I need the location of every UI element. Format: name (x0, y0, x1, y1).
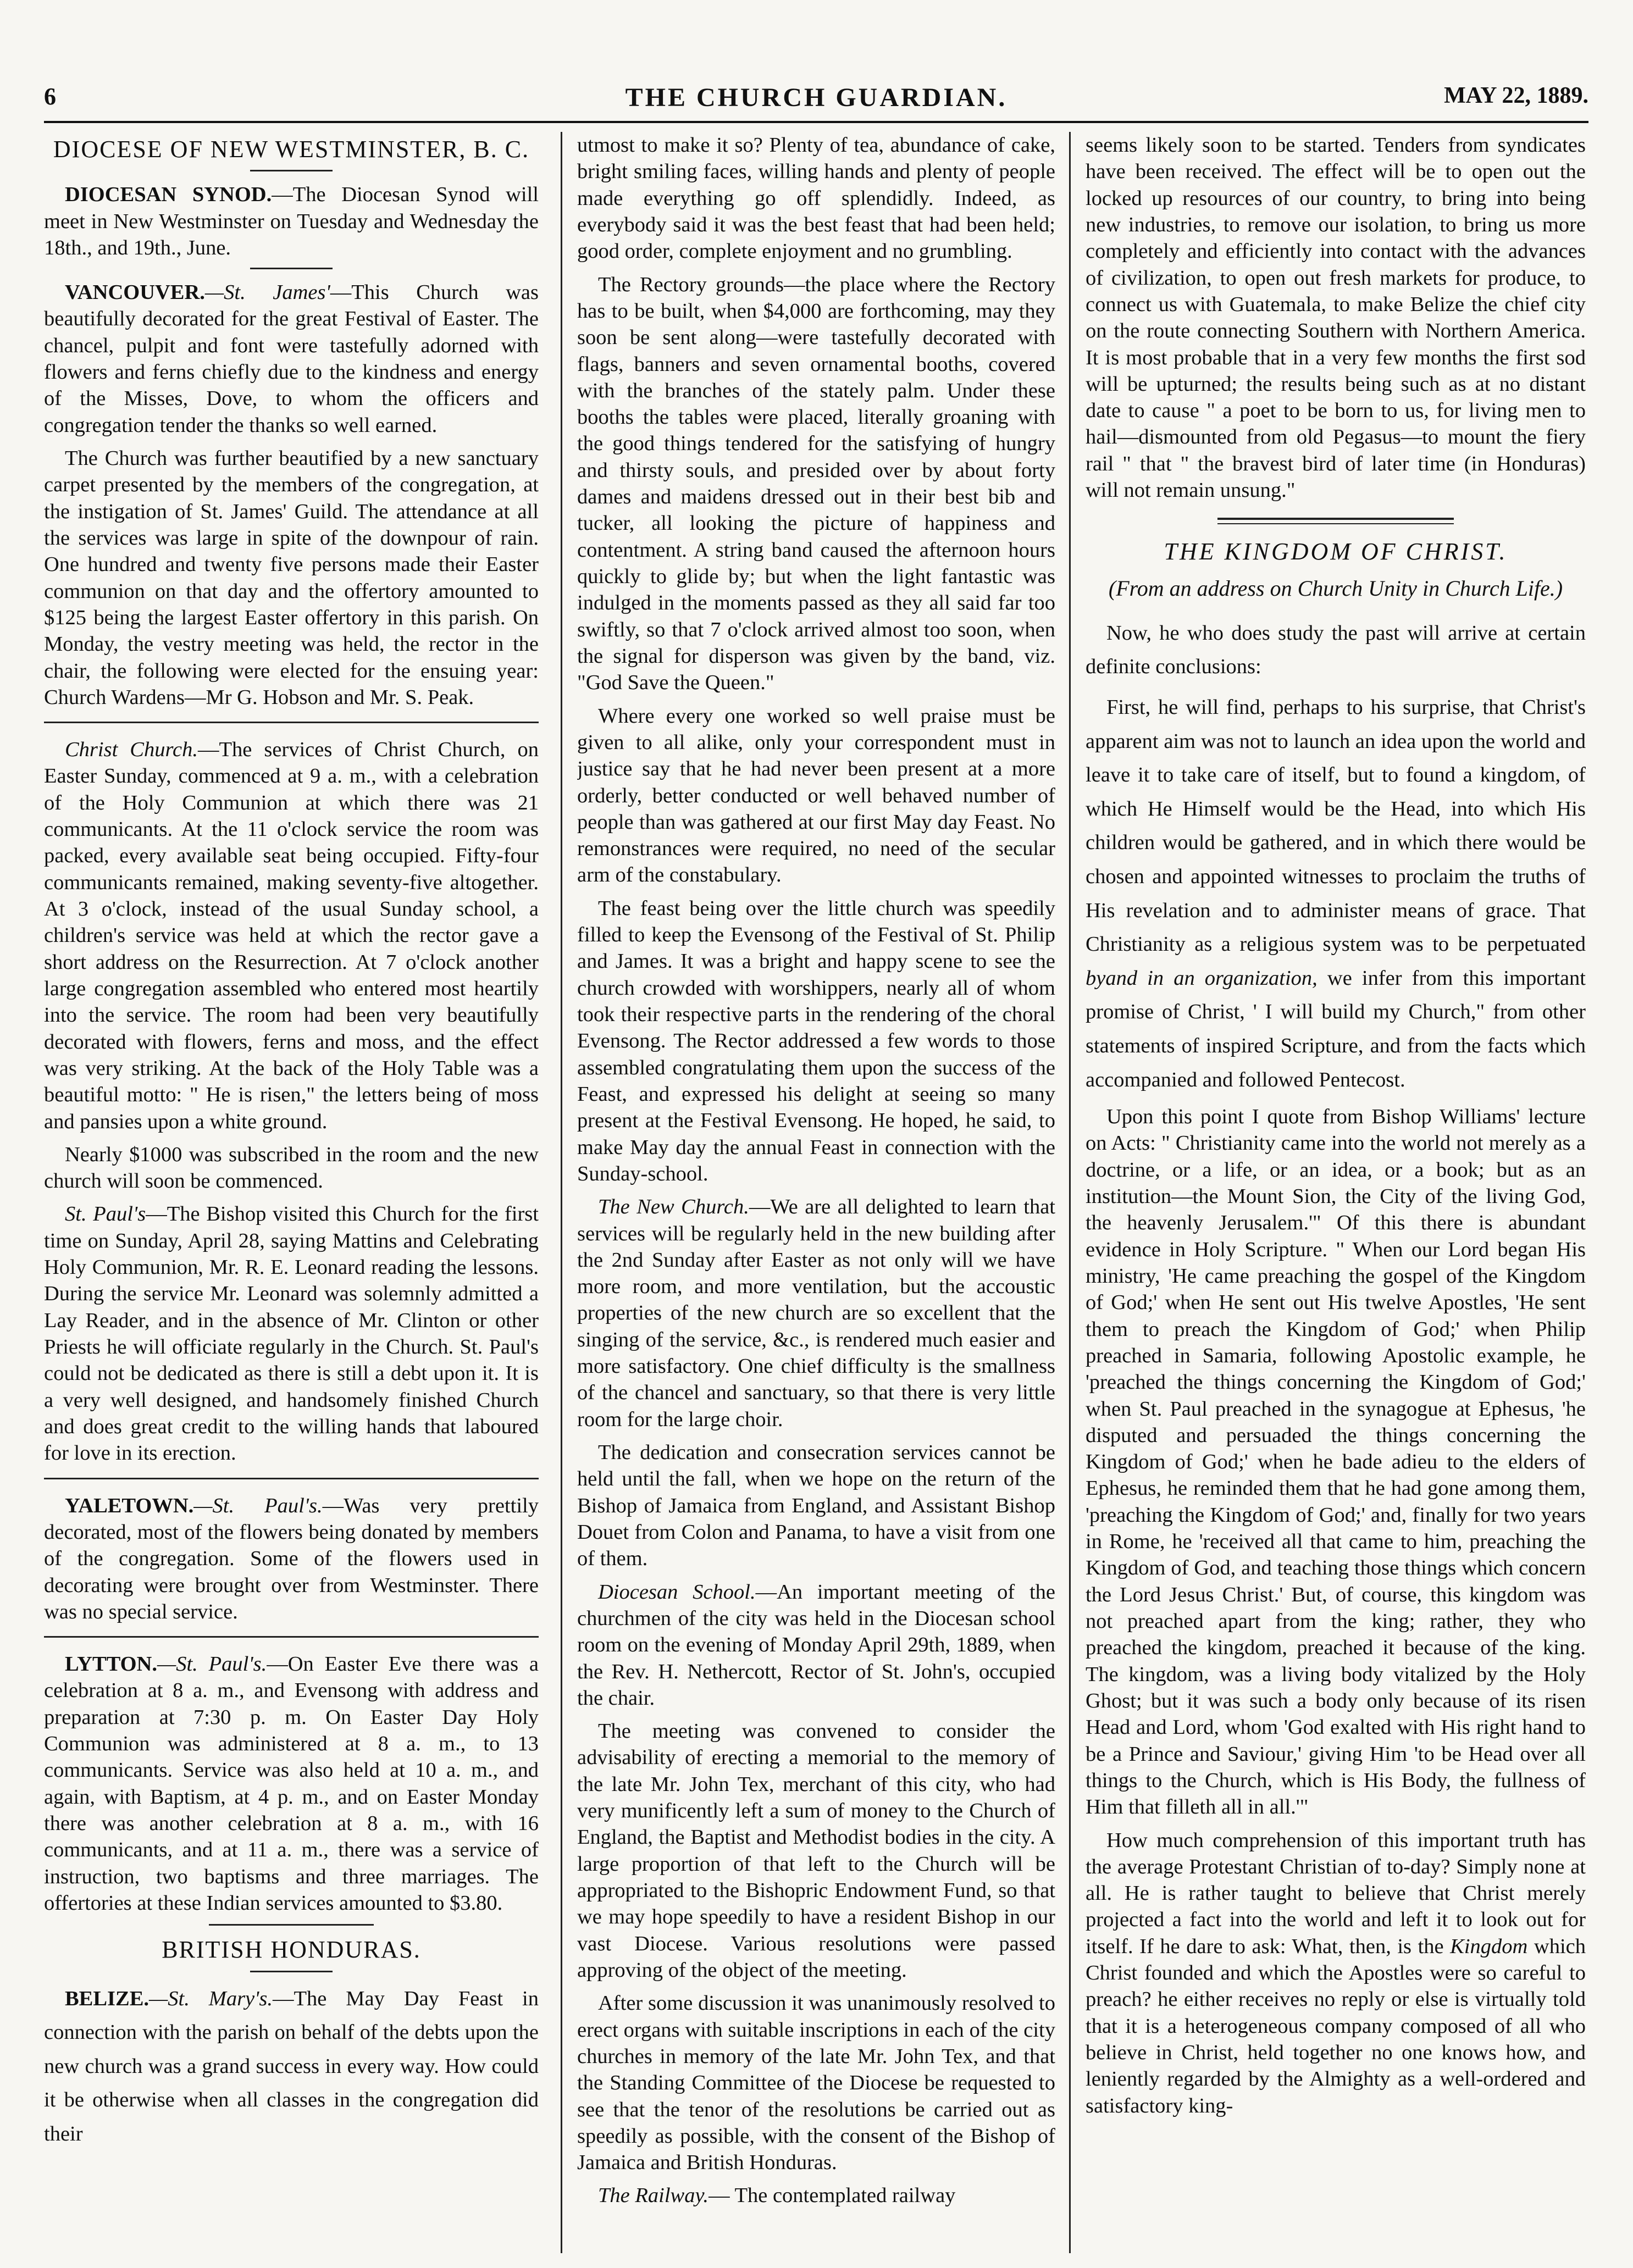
article-paragraph: YALETOWN.—St. Paul's.—Was very prettily decorated, most of the flowers being donated by members of the congregation. Some of the flowers used in decorating were brought over from Westminster. There was no special service. (44, 1494, 539, 1623)
article-paragraph: The Church was further beautified by a new sanctuary carpet presented by the members of the congregation, at the instigation of St. James' Guild. The attendance at all the services was large in spite of the downpour of rain. One hundred and twenty five persons made their Easter communion on that day and the offertory amounted to $125 being the largest Easter offertory in this parish. On Monday, the vestry meeting was held, the rector in the chair, the following were elected for the ensuing year: Church Wardens—Mr G. Hobson and Mr. S. Peak. (44, 447, 539, 709)
divider (44, 1478, 539, 1479)
divider (209, 1924, 374, 1926)
article-paragraph: The New Church.—We are all delighted to learn that services will be regularly held in the new building after the 2nd Sunday after Easter as not only will we have more room, and more ventilation, but the accoustic properties of the new church are so excellent that the singing of the service, &c., is rendered much easier and more satisfactory. One chief difficulty is the smallness of the chancel and sanctuary, so that there is very little room for the large choir. (577, 1195, 1055, 1431)
article-paragraph: The feast being over the little church was speedily filled to keep the Evensong of the Festival of St. Philip and James. It was a bright and happy scene to see the church crowded with worshippers, nearly all of whom took their respective parts in the rendering of the choral Evensong. The Rector addressed a few words to those assembled congratulating them upon the success of the Feast, and expressed his delight at seeing so many present at the Festival Evensong. He hoped, he said, to make May day the annual Feast in connection with the Sunday-school. (577, 896, 1055, 1185)
column-rule (561, 132, 562, 2253)
short-rule (250, 268, 333, 269)
article-paragraph: First, he will find, perhaps to his surprise, that Christ's apparent aim was not to launch an idea upon the world and leave it to take care of itself, but to found a kingdom, of which He Himself would be the Head, into which His children would be gathered, and in which there would be chosen and appointed witnesses to proclaim the truths of His revelation and to administer means of grace. That Christianity as a religious system was to be perpetuated byand in an organization, we infer from this important promise of Christ, ' I will build my Church," from other statements of inspired Scripture, and from the facts which accompanied and followed Pentecost. (1086, 695, 1586, 1091)
page-header (44, 82, 1588, 123)
article-paragraph: The Rectory grounds—the place where the Rectory has to be built, when $4,000 are forthcoming, may they soon be sent along—were tastefully decorated with flags, banners and seven ornamental booths, covered with the branches of the stately palm. Under these booths the tables were placed, literally groaning with the good things tendered for the satisfying of hungry and thirsty souls, and presided over by about forty dames and maidens dressed out in their best bib and tucker, all looking the picture of happiness and contentment. A string band caused the afternoon hours quickly to glide by; but when the light fantastic was indulged in the moments passed as they all said far too swiftly, so that 7 o'clock arrived almost too soon, when the signal for disperson was given by the band, viz. "God Save the Queen." (577, 273, 1055, 695)
article-paragraph: Diocesan School.—An important meeting of the churchmen of the city was held in the Diocesan school room on the evening of Monday April 29th, 1889, when the Rev. H. Nethercott, Rector of St. John's, occupied the chair. (577, 1580, 1055, 1710)
article-paragraph: VANCOUVER.—St. James'—This Church was beautifully decorated for the great Festival of Easter. The chancel, pulpit and font were tastefully adorned with flowers and ferns chiefly due to the kindness and energy of the Misses, Dove, to whom the officers and congregation tender the thanks so well earned. (44, 281, 539, 437)
article-paragraph: BELIZE.—St. Mary's.—The May Day Feast in connection with the parish on behalf of the debts upon the new church was a grand success in every way. How could it be otherwise when all classes in the congregation did their (44, 1987, 539, 2145)
article-paragraph: After some discussion it was unanimously resolved to erect organs with suitable inscriptions in each of the city churches in memory of the late Mr. John Tex, and that the Standing Committee of the Diocese be requested to see that the tenor of the resolutions be carried out as speedily as possible, with the consent of the Bishop of Jamaica and British Honduras. (577, 1992, 1055, 2175)
article-subtitle: (From an address on Church Unity in Church Life.) (1108, 575, 1563, 601)
divider (44, 1636, 539, 1638)
article-paragraph: Where every one worked so well praise must be given to all alike, only your correspondent must in justice say that he had never been present at a more orderly, better conducted or well behaved number of people than was gathered at our first May day Feast. No remonstrances were required, no need of the secular arm of the constabulary. (577, 704, 1055, 887)
column-1 (44, 132, 539, 2253)
masthead-title: THE CHURCH GUARDIAN. (625, 83, 1008, 112)
page-number: 6 (44, 83, 56, 110)
article-title: THE KINGDOM OF CHRIST. (1164, 538, 1508, 565)
issue-date: MAY 22, 1889. (1444, 83, 1588, 108)
short-rule (250, 1971, 333, 1972)
article-paragraph: Christ Church.—The services of Christ Church, on Easter Sunday, commenced at 9 a. m., with a celebration of the Holy Communion at which there was 21 communicants. At the 11 o'clock service the room was packed, every available seat being occupied. Fifty-four communicants remained, making seventy-five altogether. At 3 o'clock, instead of the usual Sunday school, a children's service was held at which the rector gave a short address on the Resurrection. At 7 o'clock another large congregation assembled who entered most heartily into the service. The room had been very beautifully decorated with flowers, ferns and moss, and the effect was very striking. At the back of the Holy Table was a beautiful motto: " He is risen," the letters being of moss and pansies upon a white ground. (44, 738, 539, 1133)
article-paragraph: The dedication and consecration services cannot be held until the fall, when we hope on the return of the Bishop of Jamaica from England, and Assistant Bishop Douet from Colon and Panama, to have a visit from one of them. (577, 1441, 1055, 1571)
column-2 (577, 132, 1055, 2253)
article-paragraph: utmost to make it so? Plenty of tea, abundance of cake, bright smiling faces, willing hands and plenty of people made everything go off splendidly. Indeed, as everybody said it was the best feast that had been held; good order, complete enjoyment and no grumbling. (577, 134, 1055, 263)
article-paragraph: DIOCESAN SYNOD.—The Diocesan Synod will meet in New Westminster on Tuesday and Wednesday the 18th., and 19th., June. (44, 183, 539, 259)
column-3 (1086, 132, 1586, 2253)
section-heading: DIOCESE OF NEW WESTMINSTER, B. C. (53, 136, 530, 163)
section-heading: BRITISH HONDURAS. (162, 1936, 421, 1964)
article-paragraph: The meeting was convened to consider the advisability of erecting a memorial to the memory of the late Mr. John Tex, merchant of this city, who had very munificently left a sum of money to the Church of England, the Baptist and Methodist bodies in the city. A large proportion of that left to the Church will be appropriated to the Bishopric Endowment Fund, so that we may hope speedily to have a resident Bishop in our vast Diocese. Various resolutions were passed approving of the object of the meeting. (577, 1720, 1055, 1982)
column-rule (1069, 132, 1071, 2253)
double-rule (1217, 518, 1454, 524)
article-paragraph: St. Paul's—The Bishop visited this Church for the first time on Sunday, April 28, saying Mattins and Celebrating Holy Communion, Mr. R. E. Leonard reading the lessons. During the service Mr. Leonard was solemnly admitted a Lay Reader, and in the absence of Mr. Clinton or other Priests he will officiate regularly in the Church. St. Paul's could not be dedicated as there is still a debt upon it. It is a very well designed, and handsomely finished Church and does great credit to the willing hands that laboured for love in its erection. (44, 1202, 539, 1465)
short-rule (250, 170, 333, 171)
article-paragraph: How much comprehension of this important truth has the average Protestant Christian of to-day? Simply none at all. He is rather taught to believe that Christ merely projected a fact into the world and left it to look out for itself. If he dare to ask: What, then, is the Kingdom which Christ founded and which the Apostles were so careful to preach? he either receives no reply or else is virtually told that it is a heterogeneous company composed of all who believe in Christ, held together no one knows how, and leniently regarded by the Almighty as a well-ordered and satisfactory king- (1086, 1828, 1586, 2117)
divider (44, 722, 539, 723)
article-paragraph: Upon this point I quote from Bishop Williams' lecture on Acts: " Christianity came into the world not merely as a doctrine, or a life, or an idea, or a book; but as an institution—the Mount Sion, the City of the living God, the heavenly Jerusalem.'" Of this there is abundant evidence in Holy Scripture. " When our Lord began His ministry, 'He came preaching the gospel of the Kingdom of God;' when He sent out His twelve Apostles, 'He sent them to preach the Kingdom of God;' when Philip preached in Samaria, following Apostolic example, he 'preached the things concerning the Kingdom of God;' when St. Paul preached in the synagogue at Ephesus, 'he disputed and persuaded the things concerning the Kingdom of God;' when he bade adieu to the elders of Ephesus, he reminded them that he had gone among them, 'preaching the Kingdom of God;' and, finally for two years in Rome, he 'received all that came to him, preaching the Kingdom of God, and teaching those things which concern the Lord Jesus Christ.' But, of course, this kingdom was not preached apart from the king; rather, they who preached the kingdom, preached it because of the king. The kingdom, was a living body vitalized by the Holy Ghost; but it was such a body only because of its risen Head and Lord, whom 'God exalted with His right hand to be a Prince and Saviour,' giving Him 'to be Head over all things to the Church, which is His Body, the fullness of Him that filleth all in all.'" (1086, 1105, 1586, 1819)
article-paragraph: Nearly $1000 was subscribed in the room and the new church will soon be commenced. (44, 1143, 539, 1193)
article-paragraph: LYTTON.—St. Paul's.—On Easter Eve there was a celebration at 8 a. m., and Evensong with address and preparation at 7:30 p. m. On Easter Day Holy Communion was administered at 8 a. m., to 13 communicants. Service was also held at 10 a. m., and again, with Baptism, at 4 p. m., and on Easter Monday there was another celebration at 8 a. m., with 16 communicants, and at 11 a. m., there was a service of instruction, two baptisms and three marriages. The offertories at these Indian services amounted to $3.80. (44, 1653, 539, 1915)
article-paragraph: seems likely soon to be started. Tenders from syndicates have been received. The effect will be to open out the locked up resources of our country, to bring into being new industries, to remove our isolation, to bring us more completely and efficiently into contact with the advances of civilization, to open out fresh markets for produce, to connect us with Guatemala, to make Belize the chief city on the route connecting Southern with Northern America. It is most probable that in a very few months the first sod will be upturned; the results being such as at no distant date to cause " a poet to be born to us, for living men to hail—dismounted from old Pegasus—to mount the fiery rail " that " the bravest bird of later time (in Honduras) will not remain unsung." (1086, 134, 1586, 502)
article-paragraph: The Railway.— The contemplated railway (598, 2184, 956, 2208)
article-paragraph: Now, he who does study the past will arrive at certain definite conclusions: (1086, 621, 1586, 679)
